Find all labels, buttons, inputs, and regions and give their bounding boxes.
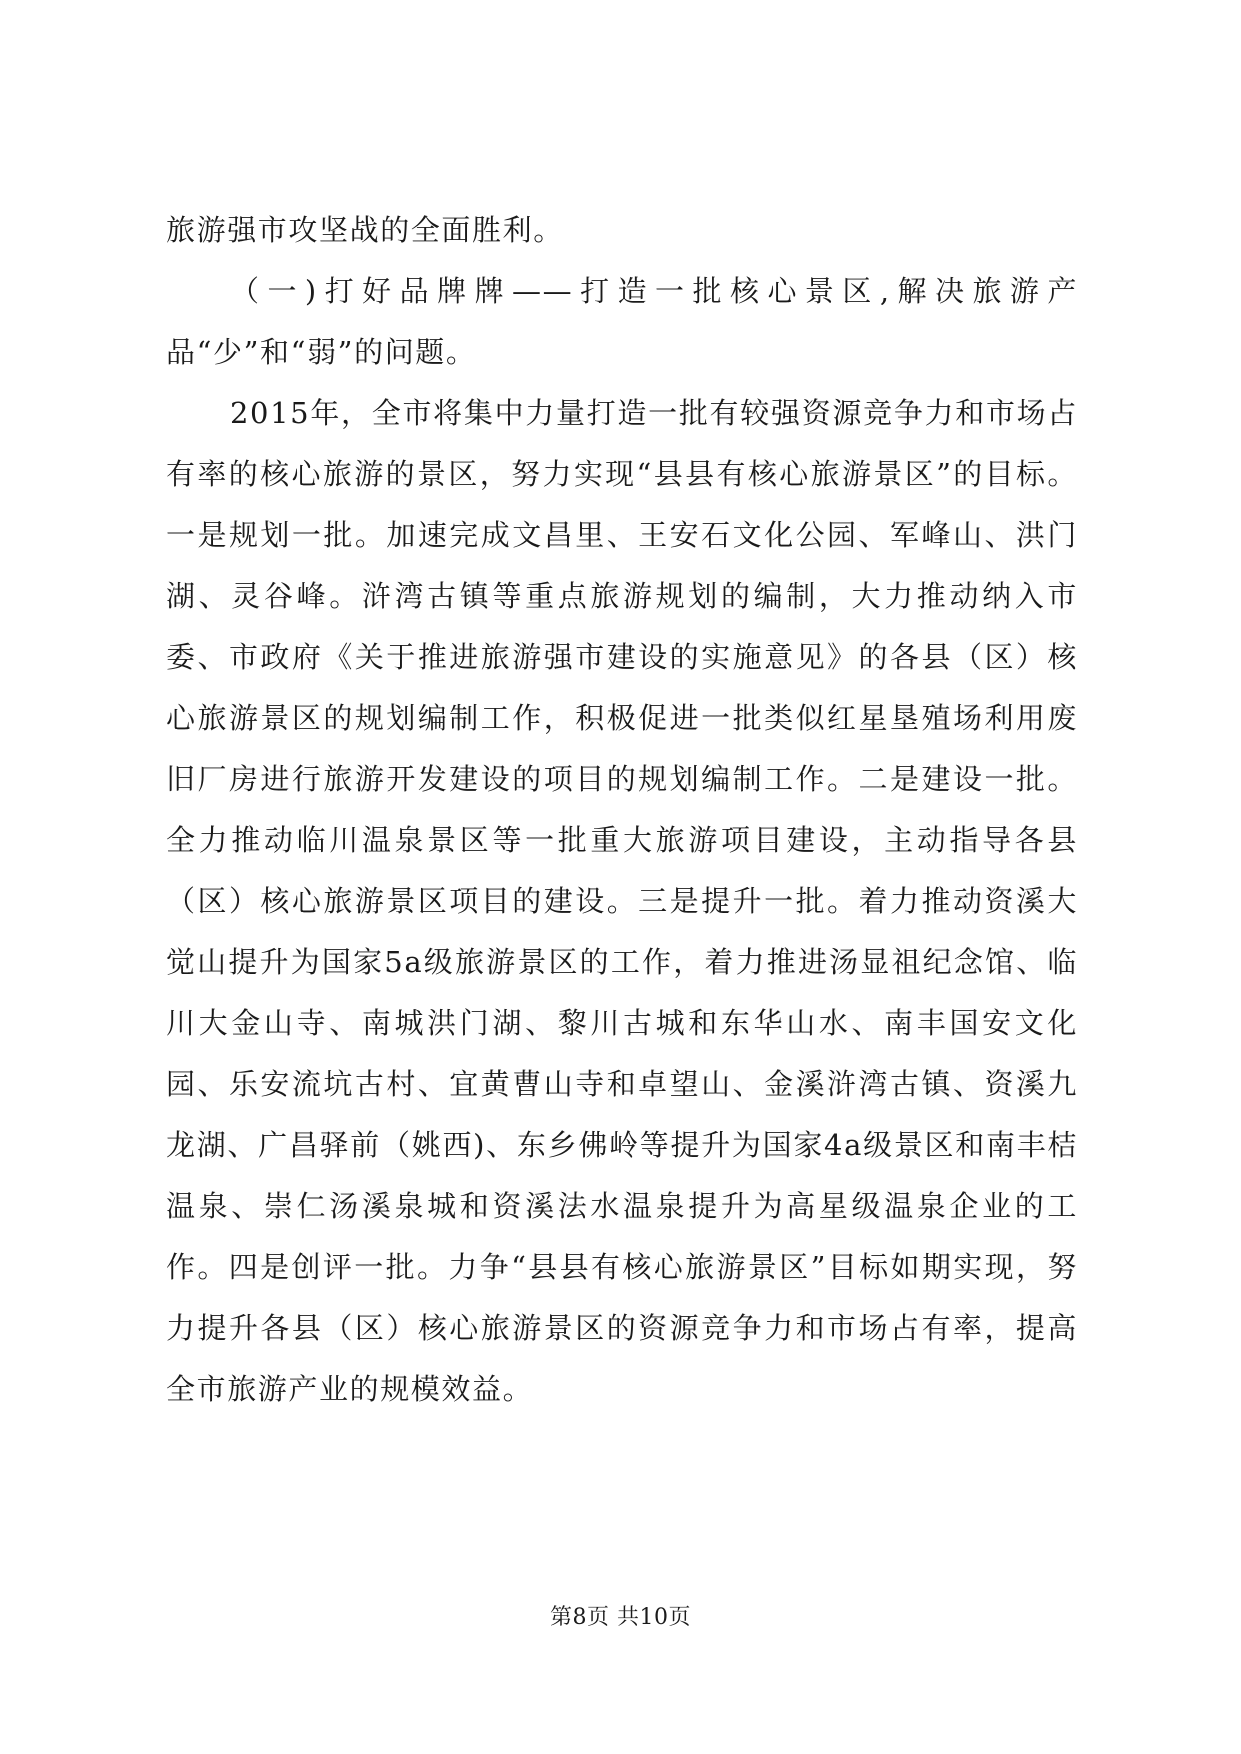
paragraph-body: 2015年，全市将集中力量打造一批有较强资源竞争力和市场占有率的核心旅游的景区，努力实现“县县有核心旅游景区”的目标。一是规划一批。加速完成文昌里、王安石文化公园、军峰山、洪门湖、灵谷峰。浒湾古镇等重点旅游规划的编制，大力推动纳入市委、市政府《关于推进旅游强市建设的实施意见》的各县（区）核心旅游景区的规划编制工作，积极促进一批类似红星垦殖场利用废旧厂房进行旅游开发建设的项目的规划编制工作。二是建设一批。全力推动临川温泉景区等一批重大旅游项目建设，主动指导各县（区）核心旅游景区项目的建设。三是提升一批。着力推动资溪大觉山提升为国家5a级旅游景区的工作，着力推进汤显祖纪念馆、临川大金山寺、南城洪门湖、黎川古城和东华山水、南丰国安文化园、乐安流坑古村、宜黄曹山寺和卓望山、金溪浒湾古镇、资溪九龙湖、广昌驿前（姚西)、东乡佛岭等提升为国家4a级景区和南丰桔温泉、崇仁汤溪泉城和资溪法水温泉提升为高星级温泉企业的工作。四是创评一批。力争“县县有核心旅游景区”目标如期实现，努力提升各县（区）核心旅游景区的资源竞争力和市场占有率，提高全市旅游产业的规模效益。 [166,396,1078,1406]
page-footer [0,1600,1241,1631]
paragraph-continuation: 旅游强市攻坚战的全面胜利。 [166,213,564,247]
section-heading-1: （一)打好品牌牌——打造一批核心景区,解决旅游产品“少”和“弱”的问题。 [166,274,1078,369]
page-number: 第8页 共10页 [550,1605,691,1630]
document-body [166,200,1078,1420]
